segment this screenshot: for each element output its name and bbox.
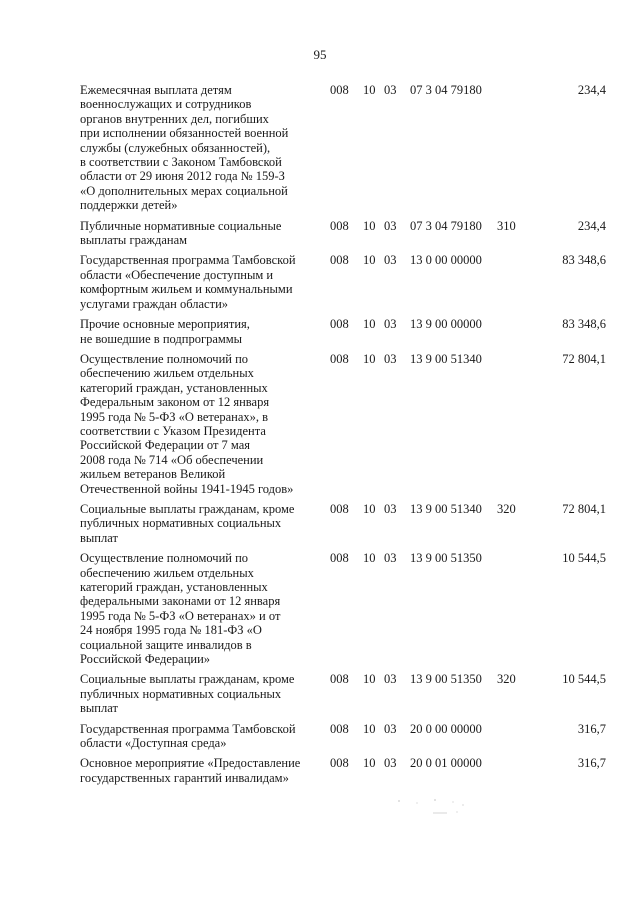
- page-number: 95: [313, 47, 327, 62]
- ministry-code: 008: [330, 351, 349, 366]
- target-article-code: 13 0 00 00000: [410, 253, 482, 268]
- amount-value: 83 348,6: [562, 253, 606, 268]
- target-article-code: 13 9 00 00000: [410, 317, 482, 332]
- budget-table: [80, 83, 610, 791]
- row-description: Прочие основные мероприятия, не вошедшие в подпрограммы: [80, 317, 250, 346]
- ministry-code: 008: [330, 551, 349, 566]
- ministry-code: 008: [330, 721, 349, 736]
- table-row: [80, 253, 610, 311]
- table-row: [80, 352, 610, 496]
- ministry-code: 008: [330, 501, 349, 516]
- target-article-code: 07 3 04 79180: [410, 218, 482, 233]
- subsection-code: 03: [384, 83, 397, 97]
- row-description: Ежемесячная выплата детям военнослужащих и сотрудников органов внутренних дел, погибших при исполнении обязанностей военной службы (служебных обязанностей), в соответствии с Законом Тамбовской области от 29 июня 2012 года № 159-З «О дополнительных мерах социальной поддержки детей»: [80, 83, 289, 213]
- subsection-code: 03: [384, 756, 397, 771]
- section-code: 10: [363, 672, 376, 687]
- table-row: [80, 672, 610, 715]
- row-description: Государственная программа Тамбовской области «Обеспечение доступным и комфортным жильем и коммунальными услугами граждан области»: [80, 253, 296, 311]
- ministry-code: 008: [330, 317, 349, 332]
- section-code: 10: [363, 756, 376, 771]
- row-description: Государственная программа Тамбовской области «Доступная среда»: [80, 721, 296, 751]
- row-description: Публичные нормативные социальные выплаты гражданам: [80, 218, 282, 248]
- amount-value: 10 544,5: [562, 672, 606, 687]
- scan-artifact-dots: [395, 797, 475, 819]
- amount-value: 83 348,6: [562, 317, 606, 332]
- section-code: 10: [363, 501, 376, 516]
- subsection-code: 03: [384, 317, 397, 332]
- subsection-code: 03: [384, 672, 397, 687]
- subsection-code: 03: [384, 351, 397, 366]
- row-description: Осуществление полномочий по обеспечению жильем отдельных категорий граждан, установленных федеральными законами от 12 января 1995 года № 5-ФЗ «О ветеранах» и от 24 ноября 1995 года № 181-ФЗ «О социальной защите инвалидов в Российской Федерации»: [80, 551, 281, 667]
- section-code: 10: [363, 551, 376, 566]
- section-code: 10: [363, 721, 376, 736]
- amount-value: 234,4: [577, 218, 606, 233]
- subsection-code: 03: [384, 253, 397, 268]
- ministry-code: 008: [330, 218, 349, 233]
- table-row: [80, 722, 610, 751]
- target-article-code: 07 3 04 79180: [410, 83, 482, 97]
- ministry-code: 008: [330, 83, 349, 97]
- table-row: [80, 756, 610, 785]
- row-description: Социальные выплаты гражданам, кроме публичных нормативных социальных выплат: [80, 672, 295, 716]
- row-description: Социальные выплаты гражданам, кроме публичных нормативных социальных выплат: [80, 501, 295, 545]
- section-code: 10: [363, 317, 376, 332]
- subsection-code: 03: [384, 551, 397, 566]
- ministry-code: 008: [330, 756, 349, 771]
- target-article-code: 13 9 00 51340: [410, 501, 482, 516]
- amount-value: 316,7: [577, 721, 606, 736]
- expense-type-code: 320: [497, 672, 516, 687]
- table-row: [80, 551, 610, 666]
- target-article-code: 13 9 00 51350: [410, 672, 482, 687]
- section-code: 10: [363, 253, 376, 268]
- ministry-code: 008: [330, 253, 349, 268]
- target-article-code: 13 9 00 51350: [410, 551, 482, 566]
- expense-type-code: 310: [497, 218, 516, 233]
- target-article-code: 20 0 01 00000: [410, 756, 482, 771]
- amount-value: 10 544,5: [562, 551, 606, 566]
- row-description: Основное мероприятие «Предоставление государственных гарантий инвалидам»: [80, 756, 301, 785]
- table-row: [80, 502, 610, 545]
- row-description: Осуществление полномочий по обеспечению жильем отдельных категорий граждан, установленных Федеральным законом от 12 января 1995 года № 5-ФЗ «О ветеранах», в соответствии с Указом Президента Российской Федерации от 7 мая 2008 года № 714 «Об обеспечении жильем ветеранов Великой Отечественной войны 1941-1945 годов»: [80, 351, 294, 496]
- section-code: 10: [363, 218, 376, 233]
- table-row: [80, 219, 610, 248]
- amount-value: 72 804,1: [562, 351, 606, 366]
- section-code: 10: [363, 83, 376, 97]
- amount-value: 72 804,1: [562, 501, 606, 516]
- subsection-code: 03: [384, 501, 397, 516]
- ministry-code: 008: [330, 672, 349, 687]
- amount-value: 234,4: [577, 83, 606, 97]
- table-row: [80, 317, 610, 346]
- section-code: 10: [363, 351, 376, 366]
- table-row: [80, 83, 610, 213]
- target-article-code: 13 9 00 51340: [410, 351, 482, 366]
- expense-type-code: 320: [497, 501, 516, 516]
- amount-value: 316,7: [577, 756, 606, 771]
- target-article-code: 20 0 00 00000: [410, 721, 482, 736]
- subsection-code: 03: [384, 218, 397, 233]
- subsection-code: 03: [384, 721, 397, 736]
